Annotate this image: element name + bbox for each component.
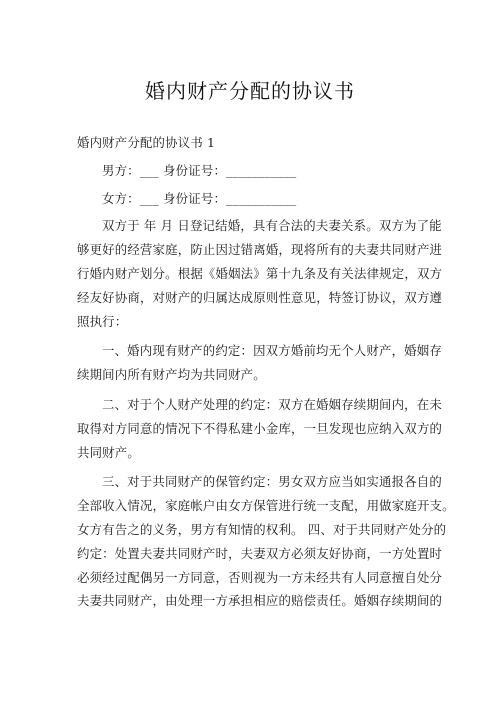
clause-line: 二、对于个人财产处理的约定：双方在婚姻存续期间内，在未 [102,396,442,412]
clause-line: 全部收入情况，家庭帐户由女方保管进行统一支配，用做家庭开支。 [77,498,455,514]
clause-line: 约定：处置夫妻共同财产时，夫妻双方必须友好协商，一方处置时 [77,545,443,561]
clause-line: 夫妻共同财产，由处理一方承担相应的赔偿责任。婚姻存续期间的 [77,593,443,609]
clause-line: 必须经过配偶另一方同意，否则视为一方未经共有人同意擅自处分 [77,569,443,585]
section-heading: 婚内财产分配的协议书 1 [77,135,216,150]
paragraph-line: 照执行： [77,313,128,329]
clause-line: 三、对于共同财产的保管约定：男女双方应当如实通报各自的 [102,474,442,490]
paragraph-line: 双方于 年 月 日登记结婚，具有合法的夫妻关系。双方为了能 [102,218,442,234]
paragraph-line: 够更好的经营家庭，防止因过错离婚，现将所有的夫妻共同财产进 [77,242,443,258]
document-body [77,131,455,613]
document-title: 婚内财产分配的协议书 [145,79,355,103]
paragraph-line: 行婚内财产划分。根据《婚姻法》第十九条及有关法律规定，双方 [77,265,443,281]
clause-line: 女方有告之的义务，男方有知情的权利。 四、对于共同财产处分的 [77,521,447,537]
husband-id-line: 男方：___ 身份证号：___________ [102,162,297,178]
paragraph-line: 经友好协商，对财产的归属达成原则性意见，特签订协议，双方遵 [77,289,443,305]
wife-id-line: 女方：___ 身份证号：___________ [102,190,297,206]
clause-line: 续期间内所有财产均为共同财产。 [77,367,266,383]
clause-line: 共同财产。 [77,444,140,460]
clause-line: 一、婚内现有财产的约定：因双方婚前均无个人财产，婚姻存 [102,343,442,359]
clause-line: 取得对方同意的情况下不得私建小金库，一旦发现也应纳入双方的 [77,420,443,436]
